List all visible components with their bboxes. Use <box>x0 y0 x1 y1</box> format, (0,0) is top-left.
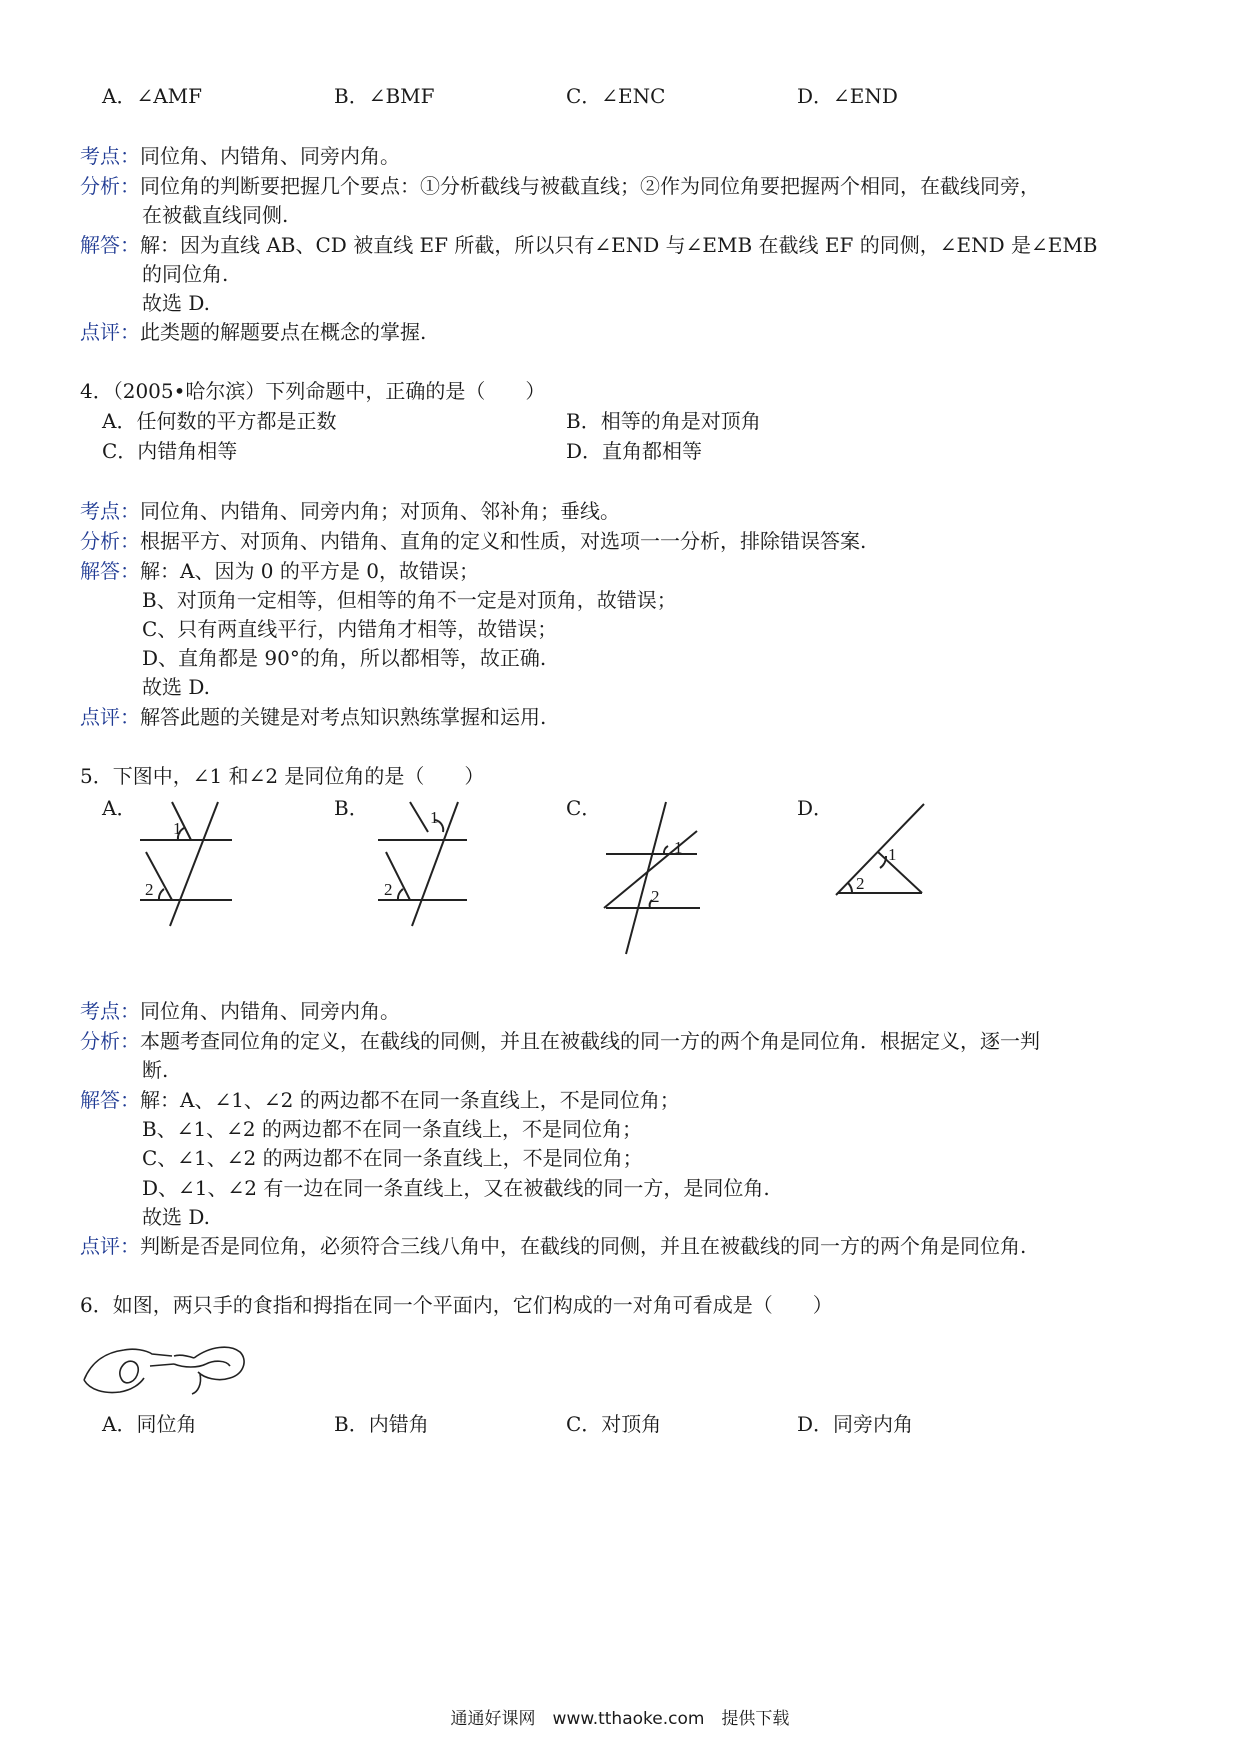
angle-1-label: 1 <box>674 838 683 857</box>
q4-option-b: B．相等的角是对顶角 <box>566 409 761 433</box>
kaodian-label: 考点： <box>80 999 140 1023</box>
q3-jieda-answer: 故选 D. <box>142 291 211 315</box>
q4-option-c: C．内错角相等 <box>102 439 238 463</box>
jieda-label: 解答： <box>80 1088 140 1112</box>
q4-jieda-text: 解：A、因为 0 的平方是 0，故错误； <box>140 559 479 583</box>
q4-jieda-b: B、对顶角一定相等，但相等的角不一定是对顶角，故错误； <box>142 588 677 612</box>
q4-jieda-c: C、只有两直线平行，内错角才相等，故错误； <box>142 617 558 641</box>
q5-dianping <box>80 1232 1026 1260</box>
q3-dianping <box>80 318 426 346</box>
q5-fenxi <box>80 1027 1040 1055</box>
q5-dianping-text: 判断是否是同位角，必须符合三线八角中，在截线的同侧，并且在被截线的同一方的两个角是同位角. <box>140 1234 1027 1258</box>
q3-dianping-text: 此类题的解题要点在概念的掌握. <box>140 320 427 344</box>
q5-stem: 5．下图中，∠1 和∠2 是同位角的是（ ） <box>80 764 485 788</box>
q6-option-d: D．同旁内角 <box>797 1412 914 1436</box>
q5-fig-label-b: B． <box>334 796 369 820</box>
q5-figure-a <box>140 802 232 926</box>
angle-2-label: 2 <box>384 880 393 899</box>
q3-kaodian <box>80 142 400 170</box>
q3-jieda-cont: 的同位角. <box>142 262 229 286</box>
kaodian-label: 考点： <box>80 144 140 168</box>
angle-1-label: 1 <box>888 845 897 864</box>
q4-jieda-d: D、直角都是 90°的角，所以都相等，故正确. <box>142 646 547 670</box>
q5-fenxi-cont: 断. <box>142 1058 169 1082</box>
q5-jieda-answer: 故选 D. <box>142 1205 211 1229</box>
q4-kaodian <box>80 497 620 525</box>
q4-stem: 4．（2005•哈尔滨）下列命题中，正确的是（ ） <box>80 379 546 403</box>
q4-dianping <box>80 703 546 731</box>
q5-figure-c <box>604 802 700 954</box>
jieda-label: 解答： <box>80 233 140 257</box>
angle-2-label: 2 <box>651 887 660 906</box>
q3-kaodian-text: 同位角、内错角、同旁内角。 <box>140 144 400 168</box>
q6-option-b: B．内错角 <box>334 1412 429 1436</box>
q3-jieda <box>80 231 1098 259</box>
q3-fenxi-text: 同位角的判断要把握几个要点：①分析截线与被截直线；②作为同位角要把握两个相同，在截线同旁， <box>140 174 1040 198</box>
q5-fenxi-text: 本题考查同位角的定义，在截线的同侧，并且在被截线的同一方的两个角是同位角．根据定义，逐一判 <box>140 1029 1040 1053</box>
q5-fig-label-c: C． <box>566 796 602 820</box>
q3-fenxi <box>80 172 1040 200</box>
q3-option-a: A．∠AMF <box>102 84 202 108</box>
q6-option-a: A．同位角 <box>102 1412 197 1436</box>
dianping-label: 点评： <box>80 705 140 729</box>
q3-jieda-text: 解：因为直线 AB、CD 被直线 EF 所截，所以只有∠END 与∠EMB 在截线 EF 的同侧，∠END 是∠EMB <box>140 233 1098 257</box>
fenxi-label: 分析： <box>80 174 140 198</box>
q3-option-d: D．∠END <box>797 84 898 108</box>
dianping-label: 点评： <box>80 320 140 344</box>
q5-jieda-b: B、∠1、∠2 的两边都不在同一条直线上，不是同位角； <box>142 1117 643 1141</box>
angle-2-label: 2 <box>856 874 865 893</box>
q5-jieda-d: D、∠1、∠2 有一边在同一条直线上，又在被截线的同一方，是同位角. <box>142 1176 770 1200</box>
q5-fig-label-d: D． <box>797 796 834 820</box>
angle-1-label: 1 <box>173 819 182 838</box>
q6-hands-figure <box>80 1338 250 1398</box>
q5-jieda <box>80 1086 680 1114</box>
q4-dianping-text: 解答此题的关键是对考点知识熟练掌握和运用. <box>140 705 547 729</box>
q5-figure-d <box>836 804 924 895</box>
q3-fenxi-cont: 在被截直线同侧. <box>142 203 289 227</box>
q3-option-b: B．∠BMF <box>334 84 435 108</box>
q4-option-d: D．直角都相等 <box>566 439 703 463</box>
angle-2-label: 2 <box>145 880 154 899</box>
q5-fig-label-a: A． <box>102 796 137 820</box>
q5-jieda-text: 解：A、∠1、∠2 的两边都不在同一条直线上，不是同位角； <box>140 1088 680 1112</box>
q6-stem: 6．如图，两只手的食指和拇指在同一个平面内，它们构成的一对角可看成是（ ） <box>80 1293 833 1317</box>
jieda-label: 解答： <box>80 559 140 583</box>
q4-fenxi-text: 根据平方、对顶角、内错角、直角的定义和性质，对选项一一分析，排除错误答案. <box>140 529 867 553</box>
fenxi-label: 分析： <box>80 529 140 553</box>
q4-jieda-answer: 故选 D. <box>142 675 211 699</box>
kaodian-label: 考点： <box>80 499 140 523</box>
q4-option-a: A．任何数的平方都是正数 <box>102 409 337 433</box>
q4-kaodian-text: 同位角、内错角、同旁内角；对顶角、邻补角；垂线。 <box>140 499 620 523</box>
angle-1-label: 1 <box>430 808 439 827</box>
q5-kaodian <box>80 997 400 1025</box>
dianping-label: 点评： <box>80 1234 140 1258</box>
q6-option-c: C．对顶角 <box>566 1412 662 1436</box>
q5-figures <box>0 796 1240 966</box>
q5-figure-b <box>378 802 467 926</box>
q4-fenxi <box>80 527 866 555</box>
q5-jieda-c: C、∠1、∠2 的两边都不在同一条直线上，不是同位角； <box>142 1146 643 1170</box>
fenxi-label: 分析： <box>80 1029 140 1053</box>
page-footer: 通通好课网 www.tthaoke.com 提供下载 <box>450 1709 790 1729</box>
q3-option-c: C．∠ENC <box>566 84 666 108</box>
q4-jieda <box>80 557 479 585</box>
q5-kaodian-text: 同位角、内错角、同旁内角。 <box>140 999 400 1023</box>
